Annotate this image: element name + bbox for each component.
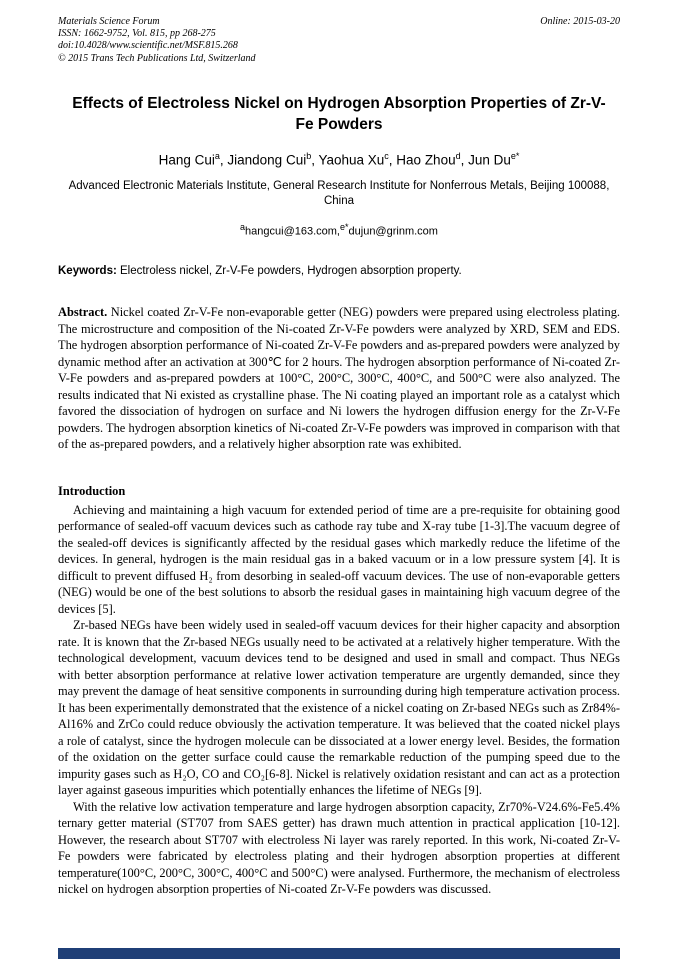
intro-paragraph-3: With the relative low activation temperature and large hydrogen absorption capacity, Zr70%-V24.6%-Fe5.4% ternary getter material (ST707 from SAES getter) has drawn much attention in practical application [10-12]. However, the research about ST707 with electroless Ni layer was rarely reported. In this work, Ni-coated Zr-V-Fe powders were fabricated by electroless plating and their hydrogen absorption properties at different temperature(100°C, 200°C, 300°C, 400°C and 500°C) were analysed. Furthermore, the mechanism of electroless nickel on hydrogen absorption properties of Ni-coated Zr-V-Fe powders was discussed.: [58, 799, 620, 897]
running-head: [58, 16, 620, 65]
keywords-line: [58, 264, 620, 279]
email-line: [58, 222, 620, 238]
abstract-text: Nickel coated Zr-V-Fe non-evaporable getter (NEG) powders were prepared using electroless plating. The microstructure and composition of the Ni-coated Zr-V-Fe powders were analyzed by XRD, SEM and EDS. The hydrogen absorption performance of Ni-coated Zr-V-Fe powders and as-prepared powders were analyzed by dynamic method after an activation at 300℃ for 2 hours. The hydrogen absorption performance of Ni-coated Zr-V-Fe powders and as-prepared powders at 100°C, 200°C, 300°C, 400°C, and 500°C were also analyzed. The results indicated that Ni existed as crystalline phase. The Ni coating played an important role as a catalyst which favored the dissociation of hydrogen on surface and Ni lowers the hydrogen diffusion energy for the Zr-V-Fe powders. The hydrogen absorption kinetics of Ni-coated Zr-V-Fe powders was improved in comparison with that of the as-prepared powders, and a relatively higher absorption rate was exhibited.: [58, 305, 620, 452]
author-superscript: c: [384, 151, 389, 162]
intro-paragraph-1: Achieving and maintaining a high vacuum for extended period of time are a pre-requisite for obtaining good performance of sealed-off vacuum devices such as cathode ray tube and X-ray tube [1-3].The vacuum degree of the sealed-off devices is significantly affected by the residual gases which markedly reduce the lifetime of the devices. In general, hydrogen is the main residual gas in a baked vacuum or in a low pressure system [4]. It is difficult to prevent diffused H₂ from desorbing in sealed-off vacuum devices. The use of non-evaporable getters (NEG) would be one of the best solutions to absorb the residual gases in maintaining high vacuum degree of the devices [5].: [58, 502, 620, 616]
paper-title: Effects of Electroless Nickel on Hydrogen Absorption Properties of Zr-V-Fe Powders: [72, 94, 606, 134]
journal-title: Materials Science Forum: [58, 16, 160, 27]
author-line: [58, 151, 620, 168]
intro-paragraph-2: Zr-based NEGs have been widely used in sealed-off vacuum devices for their higher capacity and absorption rate. It is known that the Zr-based NEGs usually need to be activated at a relatively higher temperature. With the technological development, vacuum devices tend to be designed and used in small and compact. Thus NEGs with better absorption performance at relative lower activation temperature are urgently demanded, since they may prevent the damage of heat sensitive components in surrounding during high temperature activation process. It has been experimentally demonstrated that the existence of a nickel coating on Zr-based NEGs such as Zr84%-Al16% and ZrCo could reduce obviously the activation temperature. It was believed that the coated nickel plays a role of catalyst, since the hydrogen molecule can be dissociated at a lower energy level. Besides, the formation of the oxidation on the getter surface could cause the remarkable reduction of the pumping speed due to the impurity gases such as H₂O, CO and CO₂[6-8]. Nickel is relatively oxidation resistant and can act as a protection layer against gaseous impurities which potentially enhances the lifetime of NEGs [9].: [58, 618, 620, 798]
running-head-left: [58, 16, 256, 65]
section-heading-introduction: Introduction: [58, 483, 126, 498]
front-matter: [58, 93, 620, 238]
copyright-line: © 2015 Trans Tech Publications Ltd, Switzerland: [58, 52, 256, 64]
author-name: , Hao Zhou: [388, 152, 456, 168]
email-address: hangcui@163.com,: [245, 225, 340, 238]
author-superscript: a: [214, 151, 220, 162]
doi-line: doi:10.4028/www.scientific.net/MSF.815.268: [58, 40, 238, 52]
issn-line: ISSN: 1662-9752, Vol. 815, pp 268-275: [58, 28, 216, 40]
footer-bar: [58, 948, 620, 959]
abstract-paragraph: [58, 304, 620, 453]
author-name: Hang Cui: [158, 152, 215, 168]
abstract-label: Abstract.: [58, 305, 108, 320]
author-name: , Yaohua Xu: [311, 152, 385, 168]
email-superscript: a: [240, 221, 246, 232]
author-name: , Jun Du: [460, 152, 511, 168]
author-superscript: d: [455, 151, 461, 162]
affiliation: Advanced Electronic Materials Institute, General Research Institute for Nonferrous Metals, Beijing 100088, China: [68, 179, 610, 208]
email-superscript: e*: [340, 221, 349, 232]
author-name: , Jiandong Cui: [219, 152, 307, 168]
author-superscript: e*: [510, 151, 520, 162]
keywords-label: Keywords:: [58, 265, 117, 278]
keywords-text: Electroless nickel, Zr-V-Fe powders, Hydrogen absorption property.: [116, 265, 462, 278]
author-superscript: b: [306, 151, 312, 162]
online-date: Online: 2015-03-20: [540, 16, 620, 27]
email-address: dujun@grinm.com: [348, 225, 438, 238]
